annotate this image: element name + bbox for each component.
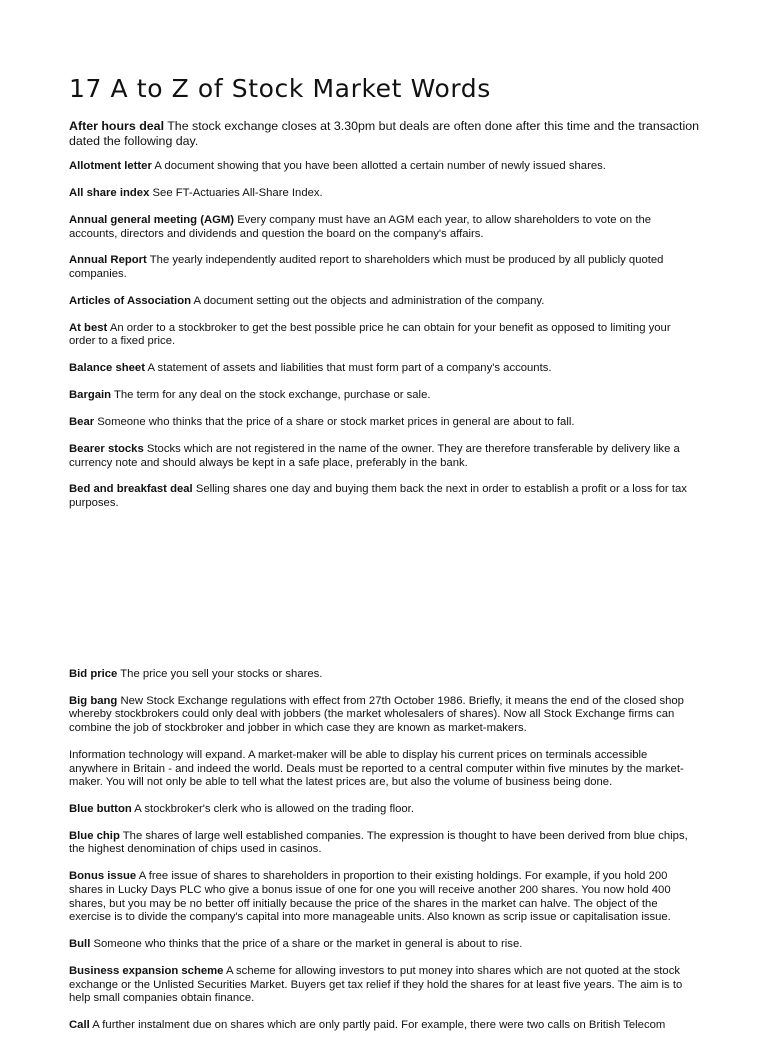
glossary-definition: The stock exchange closes at 3.30pm but deals are often done after this time and the transaction dated the following day. [69,119,699,148]
glossary-definition: New Stock Exchange regulations with effect from 27th October 1986. Briefly, it means the end of the closed shop whereby stockbrokers could only deal with jobbers (the market wholesalers of shares). Now all Stock Exchange firms can combine the job of stockbroker and jobber in which case they are known as market-makers. [69,694,684,735]
glossary-entry [69,668,699,682]
glossary-term: Big bang [69,694,118,707]
glossary-entry [69,870,699,924]
blank-space [69,524,699,668]
glossary-definition: A further instalment due on shares which are only partly paid. For example, there were two calls on British Telecom [92,1019,666,1032]
glossary-definition: An order to a stockbroker to get the best possible price he can obtain for your benefit as opposed to limiting your order to a fixed price. [69,321,671,348]
glossary-entry [69,443,699,470]
glossary-entry [69,160,699,174]
glossary-term: Blue chip [69,829,120,842]
glossary-term: Bear [69,416,95,429]
glossary-term: Bargain [69,389,112,402]
glossary-definition: A document showing that you have been allotted a certain number of newly issued shares. [154,160,606,173]
glossary-term: Annual Report [69,254,147,267]
glossary-entry [69,830,699,857]
glossary-definition: A stockbroker's clerk who is allowed on the trading floor. [134,803,414,815]
glossary-entry [69,1019,699,1033]
glossary-term: Business expansion scheme [69,964,224,977]
glossary-entry [69,483,699,510]
glossary-term: Annual general meeting (AGM) [69,213,235,226]
glossary-definition: Every company must have an AGM each year, to allow shareholders to vote on the accounts, directors and dividends and question the board on the company's affairs. [69,213,652,240]
glossary-definition: The yearly independently audited report to shareholders which must be produced by all publicly quoted companies. [69,254,664,281]
glossary-term: Bed and breakfast deal [69,483,193,496]
glossary-definition: Someone who thinks that the price of a share or the market in general is about to rise. [93,938,523,951]
glossary-paragraph: Information technology will expand. A market-maker will be able to display his current prices on terminals accessible anywhere in Britain - and indeed the world. Deals must be reported to a central computer within five minutes by the market-maker. You will not only be able to tell what the latest prices are, but also the volume of business being done. [69,748,684,789]
glossary-definition: See FT-Actuaries All-Share Index. [152,187,323,200]
glossary-entry [69,938,699,952]
document-page [69,73,699,1046]
glossary-definition: A statement of assets and liabilities that must form part of a company's accounts. [147,362,552,375]
glossary-entry [69,695,699,736]
glossary-term: Blue button [69,803,132,815]
glossary-top [69,119,699,511]
glossary-term: Bonus issue [69,870,137,883]
glossary-definition: A scheme for allowing investors to put money into shares which are not quoted at the stock exchange or the Unlisted Securities Market. Buyers get tax relief if they hold the shares for at least five years. The aim is to help small companies obtain finance. [69,964,683,1005]
glossary-term: Allotment letter [69,160,152,173]
glossary-entry [69,803,699,817]
glossary-entry [69,119,699,148]
glossary-entry [69,416,699,430]
glossary-definition: The term for any deal on the stock exchange, purchase or sale. [114,389,431,402]
glossary-term: At best [69,321,108,334]
glossary-term: Balance sheet [69,362,145,375]
glossary-term: All share index [69,187,150,200]
glossary-definition: The price you sell your stocks or shares. [120,667,323,680]
glossary-definition: A document setting out the objects and administration of the company. [193,294,545,307]
glossary-entry [69,389,699,403]
glossary-entry [69,295,699,309]
glossary-definition: Someone who thinks that the price of a share or stock market prices in general are about to fall. [97,416,575,429]
page-title: 17 A to Z of Stock Market Words [69,74,491,103]
glossary-entry [69,965,699,1006]
glossary-definition: The shares of large well established companies. The expression is thought to have been derived from blue chips, the highest denomination of chips used in casinos. [69,829,688,856]
glossary-entry [69,322,699,349]
glossary-entry [69,362,699,376]
glossary-term: Articles of Association [69,294,191,307]
glossary-term: Bearer stocks [69,442,144,455]
glossary-term: Bid price [69,667,118,680]
glossary-entry [69,214,699,241]
glossary-entry [69,187,699,201]
glossary-entry [69,254,699,281]
glossary-definition: Selling shares one day and buying them back the next in order to establish a profit or a loss for tax purposes. [69,483,687,510]
glossary-term: Bull [69,938,91,951]
glossary-bottom [69,668,699,1033]
glossary-term: After hours deal [69,119,165,133]
glossary-definition: Stocks which are not registered in the name of the owner. They are therefore transferable by delivery like a currency note and should always be kept in a safe place, preferably in the bank. [69,442,680,469]
glossary-definition: A free issue of shares to shareholders in proportion to their existing holdings. For example, if you hold 200 shares in Lucky Days PLC who give a bonus issue of one for one you will receive another 200 shares. You now hold 400 shares, but you may be no better off initially because the price of the shares in the market can halve. The object of the exercise is to divide the company's capital into more manageable units. Also known as scrip issue or capitalisation issue. [69,870,671,924]
glossary-term: Call [69,1019,90,1032]
